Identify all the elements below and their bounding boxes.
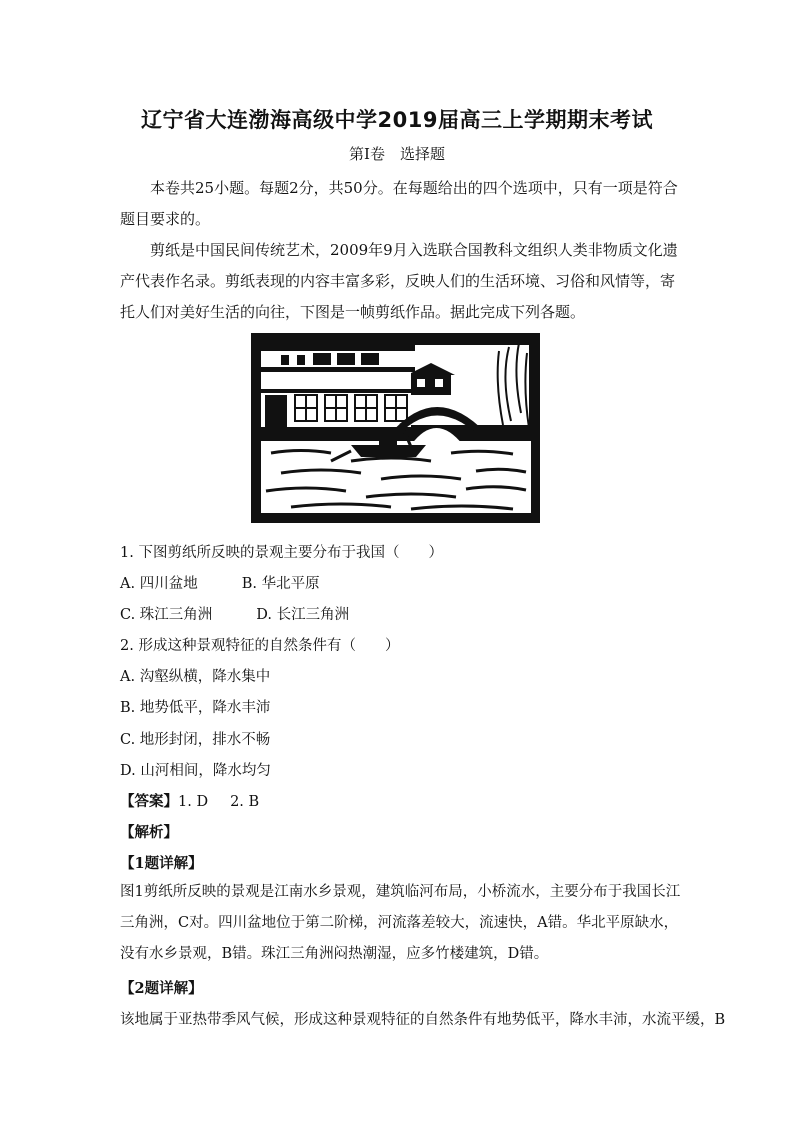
option-1d: D. 长江三角洲 xyxy=(256,607,350,623)
paper-cut-image xyxy=(251,333,540,523)
section-heading: 第Ⅰ卷 选择题 xyxy=(349,145,445,163)
detail-2-label: 【2题详解】 xyxy=(120,980,203,997)
question-1-options-cd xyxy=(120,603,685,624)
answer-q2: 2. B xyxy=(230,794,260,810)
option-1a: A. 四川盆地 xyxy=(120,576,198,592)
question-2-stem: 2. 形成这种景观特征的自然条件有（ ） xyxy=(120,638,400,654)
answer-q1: 1. D xyxy=(178,794,209,810)
answer-line xyxy=(120,790,685,811)
option-2d: D. 山河相间，降水均匀 xyxy=(120,763,271,779)
detail-2-text: 该地属于亚热带季风气候，形成这种景观特征的自然条件有地势低平，降水丰沛，水流平缓，B xyxy=(120,1012,726,1028)
option-1b: B. 华北平原 xyxy=(241,576,320,592)
answer-label: 【答案】 xyxy=(120,793,178,810)
context-paragraph: 剪纸是中国民间传统艺术，2009年9月入选联合国教科文组织人类非物质文化遗产代表作名录。剪纸表现的内容丰富多彩，反映人们的生活环境、习俗和风情等，寄托人们对美好生活的向往，下图是一帧剪纸作品。据此完成下列各题。 xyxy=(120,241,678,321)
question-1-stem: 1. 下图剪纸所反映的景观主要分布于我国（ ） xyxy=(120,545,443,561)
detail-1-text: 图1剪纸所反映的景观是江南水乡景观，建筑临河布局，小桥流水，主要分布于我国长江三角洲，C对。四川盆地位于第二阶梯，河流落差较大，流速快，A错。华北平原缺水，没有水乡景观，B错。珠江三角洲闷热潮湿，应多竹楼建筑，D错。 xyxy=(120,884,681,962)
option-1c: C. 珠江三角洲 xyxy=(120,607,213,623)
page-title: 辽宁省大连渤海高级中学2019届高三上学期期末考试 xyxy=(141,108,653,132)
option-2c: C. 地形封闭，排水不畅 xyxy=(120,732,271,748)
instructions-paragraph: 本卷共25小题。每题2分，共50分。在每题给出的四个选项中，只有一项是符合题目要求的。 xyxy=(120,179,678,228)
question-1-options-ab xyxy=(120,572,685,593)
option-2a: A. 沟壑纵横，降水集中 xyxy=(120,669,271,685)
option-2b: B. 地势低平，降水丰沛 xyxy=(120,700,271,716)
analysis-label: 【解析】 xyxy=(120,824,178,841)
detail-1-label: 【1题详解】 xyxy=(120,855,203,872)
